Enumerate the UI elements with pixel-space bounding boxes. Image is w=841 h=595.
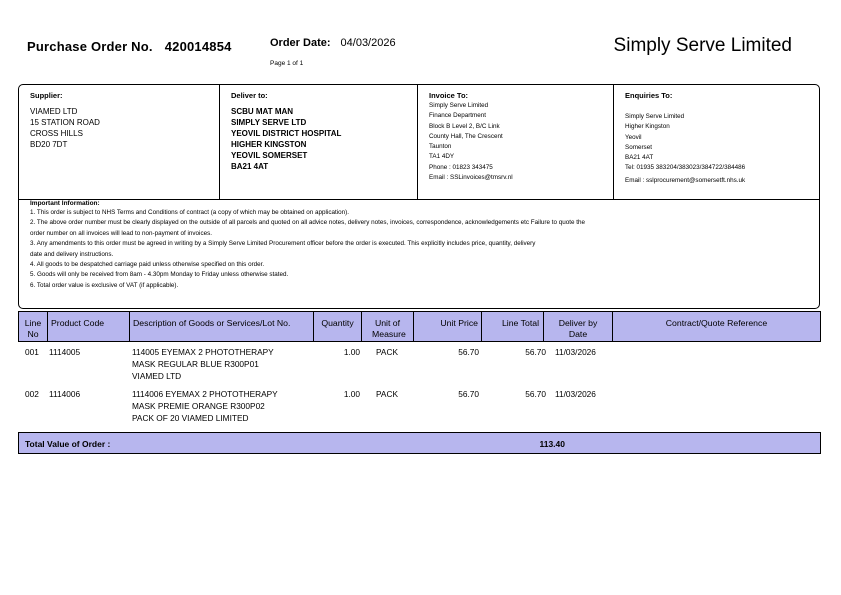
invoice-to-line: Block B Level 2, B/C Link bbox=[429, 122, 500, 130]
supplier-line: 15 STATION ROAD bbox=[30, 118, 100, 127]
deliver-to-line: BA21 4AT bbox=[231, 162, 269, 171]
important-info-line: 4. All goods to be despatched carriage paid unless otherwise specified on this order. bbox=[30, 261, 265, 269]
important-info-line: 5. Goods will only be received from 8am - 4.30pm Monday to Friday unless otherwise stated. bbox=[30, 271, 289, 279]
address-row bbox=[19, 85, 819, 200]
col-header-description: Description of Goods or Services/Lot No. bbox=[130, 312, 314, 341]
invoice-to-block bbox=[417, 85, 613, 199]
invoice-to-line: Finance Department bbox=[429, 112, 487, 120]
deliver-to-line: SCBU MAT MAN bbox=[231, 107, 294, 116]
row-product-code: 1114005 bbox=[49, 347, 81, 357]
supplier-block bbox=[19, 85, 219, 199]
row-quantity: 1.00 bbox=[343, 389, 360, 399]
enquiries-to-line: Higher Kingston bbox=[625, 123, 670, 131]
row-description: VIAMED LTD bbox=[132, 371, 182, 381]
row-quantity: 1.00 bbox=[343, 347, 360, 357]
enquiries-to-line: Somerset bbox=[625, 143, 652, 151]
invoice-to-line: Simply Serve Limited bbox=[429, 102, 489, 109]
row-deliver-by: 11/03/2026 bbox=[555, 347, 596, 357]
row-unit-price: 56.70 bbox=[458, 389, 479, 399]
col-header-contract-ref: Contract/Quote Reference bbox=[665, 318, 768, 328]
enquiries-to-block bbox=[613, 85, 819, 199]
col-header-unit-price: Unit Price bbox=[414, 312, 482, 341]
important-info-title: Important Information: bbox=[30, 200, 100, 207]
enquiries-to-line: Simply Serve Limited bbox=[625, 113, 685, 120]
row-description: 1114006 EYEMAX 2 PHOTOTHERAPY bbox=[132, 389, 278, 399]
address-info-box bbox=[18, 84, 820, 309]
enquiries-to-email[interactable]: Email : sslprocurement@somersetft.nhs.uk bbox=[625, 176, 746, 184]
order-date bbox=[270, 37, 396, 49]
important-info-line: 1. This order is subject to NHS Terms and Conditions of contract (a copy of which may be obtained on application). bbox=[30, 209, 349, 216]
row-description: MASK REGULAR BLUE R300P01 bbox=[132, 359, 259, 369]
col-header-deliver-by: Deliver by Date bbox=[544, 312, 613, 341]
row-line-total: 56.70 bbox=[525, 389, 546, 399]
order-table-header bbox=[18, 311, 821, 342]
invoice-to-line: Taunton bbox=[429, 143, 452, 151]
order-date-label: Order Date: bbox=[270, 37, 331, 49]
row-uom: PACK bbox=[376, 347, 398, 357]
deliver-to-line: HIGHER KINGSTON bbox=[231, 140, 307, 149]
supplier-title: Supplier: bbox=[30, 91, 63, 100]
important-info-line: date and delivery instructions. bbox=[30, 250, 114, 258]
purchase-order-heading bbox=[27, 39, 232, 54]
row-unit-price: 56.70 bbox=[458, 347, 479, 357]
order-total-bar bbox=[18, 432, 821, 454]
enquiries-to-phone: Tel: 01935 383204/383023/384722/384486 bbox=[625, 164, 746, 172]
row-description: MASK PREMIE ORANGE R300P02 bbox=[132, 401, 265, 411]
invoice-to-email[interactable]: Email : SSLinvoices@tmsrv.nl bbox=[429, 174, 513, 182]
important-information bbox=[30, 199, 800, 291]
deliver-to-line: SIMPLY SERVE LTD bbox=[231, 118, 307, 127]
total-value: 113.40 bbox=[539, 439, 565, 449]
col-header-line: Line No bbox=[19, 312, 48, 341]
page-number: Page 1 of 1 bbox=[270, 60, 304, 67]
invoice-to-title: Invoice To: bbox=[429, 91, 469, 100]
row-line-total: 56.70 bbox=[525, 347, 546, 357]
deliver-to-block bbox=[219, 85, 417, 199]
col-header-quantity: Quantity bbox=[314, 312, 362, 341]
row-line-no: 002 bbox=[25, 389, 39, 399]
row-description: PACK OF 20 VIAMED LIMITED bbox=[132, 413, 249, 423]
invoice-to-line: TA1 4DY bbox=[429, 153, 455, 161]
important-info-line: 3. Any amendments to this order must be agreed in writing by a Simply Serve Limited Procurement officer before the order is executed. This explicitly includes price, quantity, delivery bbox=[30, 240, 536, 248]
row-product-code: 1114006 bbox=[49, 389, 81, 399]
supplier-line: CROSS HILLS bbox=[30, 129, 83, 138]
col-header-product-code: Product Code bbox=[48, 312, 130, 341]
important-info-line: order number on all invoices will lead to non-payment of invoices. bbox=[30, 229, 213, 237]
company-name: Simply Serve Limited bbox=[613, 35, 792, 56]
important-info-line: 6. Total order value is exclusive of VAT (if applicable). bbox=[30, 281, 179, 289]
row-uom: PACK bbox=[376, 389, 398, 399]
supplier-line: VIAMED LTD bbox=[30, 107, 78, 116]
deliver-to-line: YEOVIL DISTRICT HOSPITAL bbox=[231, 129, 342, 138]
enquiries-to-line: Yeovil bbox=[625, 133, 642, 141]
enquiries-to-line: BA21 4AT bbox=[625, 154, 654, 162]
important-info-line: 2. The above order number must be clearly displayed on the outside of all parcels and quoted on all advice notes, delivery notes, invoices, correspondence, acknowledgements etc Failure to quote the bbox=[30, 219, 586, 227]
invoice-to-line: County Hall, The Crescent bbox=[429, 132, 503, 140]
col-header-uom: Unit of Measure bbox=[362, 312, 414, 341]
row-description: 114005 EYEMAX 2 PHOTOTHERAPY bbox=[132, 347, 274, 357]
total-label: Total Value of Order : bbox=[25, 439, 111, 449]
row-line-no: 001 bbox=[25, 347, 39, 357]
deliver-to-line: YEOVIL SOMERSET bbox=[231, 151, 308, 160]
po-label: Purchase Order No. bbox=[27, 39, 153, 54]
enquiries-to-title: Enquiries To: bbox=[625, 91, 673, 100]
row-deliver-by: 11/03/2026 bbox=[555, 389, 596, 399]
invoice-to-line: Phone : 01823 343475 bbox=[429, 163, 493, 171]
supplier-line: BD20 7DT bbox=[30, 140, 68, 149]
po-number: 420014854 bbox=[164, 39, 232, 54]
deliver-to-title: Deliver to: bbox=[231, 91, 268, 100]
col-header-line-total: Line Total bbox=[482, 312, 544, 341]
order-date-value: 04/03/2026 bbox=[340, 37, 396, 49]
